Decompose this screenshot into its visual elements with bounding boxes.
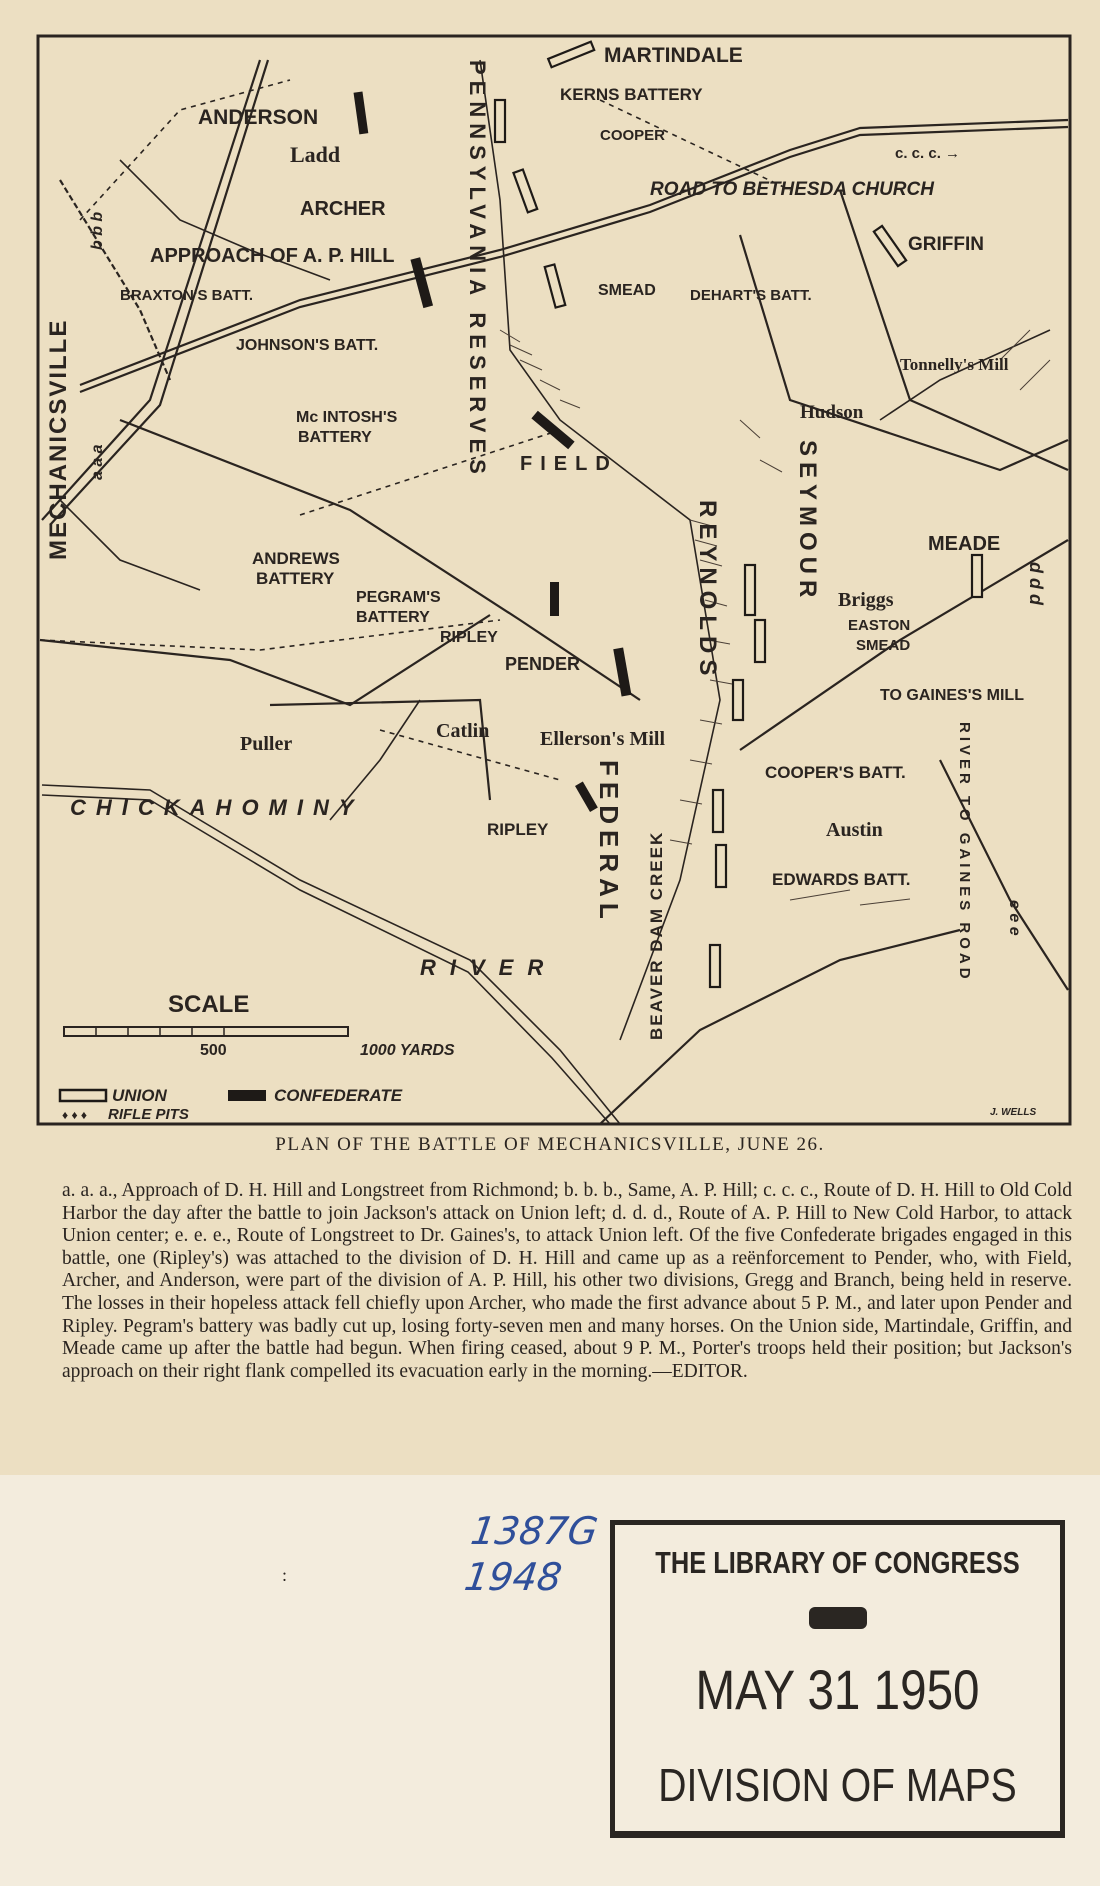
handwritten-line-2: 1948 <box>461 1555 565 1599</box>
library-stamp <box>610 1520 1065 1838</box>
union-seymour-5 <box>716 845 726 887</box>
map-title: PLAN OF THE BATTLE OF MECHANICSVILLE, JUNE 26. <box>275 1134 825 1155</box>
engraver-signature: J. WELLS <box>990 1107 1037 1118</box>
label-ripley-top: RIPLEY <box>440 629 498 646</box>
label-johnson: JOHNSON'S BATT. <box>236 337 379 354</box>
label-mcintosh-2: BATTERY <box>298 429 372 446</box>
confederate-archer <box>410 257 433 308</box>
label-reynolds: REYNOLDS <box>694 500 721 682</box>
label-griffin: GRIFFIN <box>908 234 984 255</box>
label-road-bethesda: ROAD TO BETHESDA CHURCH <box>650 179 934 200</box>
label-hudson: Hudson <box>800 402 864 423</box>
label-smead-mid: SMEAD <box>856 637 911 654</box>
label-river-to-gaines: RIVER TO GAINES ROAD <box>956 722 973 983</box>
map-labels <box>45 44 1046 1040</box>
scale-bar <box>64 991 455 1059</box>
union-seymour-1 <box>745 565 755 615</box>
legend-confederate-swatch <box>228 1090 266 1101</box>
label-meade: MEADE <box>928 533 1001 555</box>
label-mechanicsville: MECHANICSVILLE <box>45 318 72 560</box>
union-seymour-4 <box>713 790 723 832</box>
label-dehart: DEHART'S BATT. <box>690 287 812 304</box>
label-eee: e e e <box>1006 900 1023 936</box>
handwritten-line-1: 1387G <box>468 1509 601 1553</box>
label-andrews-1: ANDREWS <box>252 549 340 568</box>
label-smead: SMEAD <box>598 282 656 299</box>
stamp-date: MAY 31 1950 <box>695 1658 980 1721</box>
label-pegram-1: PEGRAM'S <box>356 589 441 606</box>
label-ladd: Ladd <box>290 142 341 167</box>
road-railroad <box>60 180 170 380</box>
road-south <box>40 615 490 705</box>
union-reynolds <box>545 264 566 307</box>
label-ccc: c. c. c. → <box>895 145 961 162</box>
label-bbb: b b b <box>89 211 106 250</box>
label-beaver-dam-creek: BEAVER DAM CREEK <box>647 830 666 1040</box>
legend-rifle-pits: RIFLE PITS <box>108 1106 189 1123</box>
pencil-mark: : <box>282 1565 288 1585</box>
union-seymour-6 <box>710 945 720 987</box>
union-seymour-2 <box>755 620 765 662</box>
label-puller: Puller <box>240 733 293 755</box>
label-braxton: BRAXTON'S BATT. <box>120 287 254 304</box>
rifle-pits-symbol: ♦ ♦ ♦ <box>62 1108 88 1122</box>
confederate-anderson <box>354 91 369 134</box>
label-pegram-2: BATTERY <box>356 609 430 626</box>
label-pender: PENDER <box>505 654 581 674</box>
handwritten-call-number <box>462 1508 601 1600</box>
union-seymour-3 <box>733 680 743 720</box>
label-mcintosh-1: Mc INTOSH'S <box>296 409 398 426</box>
scale-1000-yards: 1000 YARDS <box>360 1042 455 1059</box>
stamp-division: DIVISION OF MAPS <box>658 1759 1017 1811</box>
route-ripley <box>40 620 500 650</box>
label-approach: APPROACH OF A. P. HILL <box>150 245 395 267</box>
scale-500: 500 <box>200 1042 227 1059</box>
label-ellerson: Ellerson's Mill <box>540 728 665 750</box>
map-caption: a. a. a., Approach of D. H. Hill and Longstreet from Richmond; b. b. b., Same, A. P. Hill; c. c. c., Route of D. H. Hill to Old Cold Harbor the day after the battle to join Jackson's attack on Union left; d. d. d., Route of A. P. Hill to New Cold Harbor, to attack Union center; e. e. e., Route of Longstreet to Dr. Gaines's, to attack Union left. Of the five Confederate brigades engaged in this battle, one (Ripley's) was attached to the division of D. H. Hill and came up as a reënforcement to Pender, who, with Field, Archer, and Anderson, were part of the division of A. P. Hill, his other two divisions, Gregg and Branch, being held in reserve. The losses in their hopeless attack fell chiefly upon Archer, who made the first advance about 5 P. M., and later upon Pender and Ripley. Pegram's battery was badly cut up, losing forty-seven men and many horses. On the Union side, Martindale, Griffin, and Meade came up after the battle had begun. When firing ceased, about 9 P. M., Porter's troops held their position; but Jackson's approach on their right flank compelled its evacuation early in the morning.—EDITOR. <box>62 1180 1072 1382</box>
label-edwards: EDWARDS BATT. <box>772 870 911 889</box>
union-meade <box>972 555 982 597</box>
label-ddd: d d d <box>1026 562 1046 605</box>
label-seymour: SEYMOUR <box>794 440 821 604</box>
label-tonnelly: Tonnelly's Mill <box>900 355 1009 374</box>
label-briggs: Briggs <box>838 589 894 611</box>
label-cooper: COOPER <box>600 127 666 144</box>
stream-east <box>880 330 1050 420</box>
legend-union: UNION <box>112 1086 167 1105</box>
route-kerns <box>600 100 790 190</box>
label-martindale: MARTINDALE <box>604 44 743 67</box>
confederate-field <box>531 411 574 450</box>
label-anderson: ANDERSON <box>198 106 319 129</box>
scale-title: SCALE <box>168 991 250 1018</box>
label-cooper-batt: COOPER'S BATT. <box>765 763 906 782</box>
road-gaines <box>740 235 1068 470</box>
stream-2 <box>60 500 200 590</box>
stamp-library: THE LIBRARY OF CONGRESS <box>655 1545 1020 1580</box>
label-field: FIELD <box>520 453 618 475</box>
union-reserve-2 <box>513 169 537 212</box>
legend <box>60 1086 403 1123</box>
label-pennsylvania-reserves: PENNSYLVANIA RESERVES <box>465 60 490 480</box>
road-puller <box>270 700 490 800</box>
union-griffin <box>874 226 906 266</box>
union-martindale <box>548 42 594 68</box>
label-austin: Austin <box>826 819 883 841</box>
legend-union-swatch <box>60 1090 106 1101</box>
route-ccc <box>80 80 290 220</box>
union-reserve-1 <box>495 100 505 142</box>
label-andrews-2: BATTERY <box>256 569 335 588</box>
label-federal: FEDERAL <box>594 760 624 925</box>
label-aaa: a a a <box>89 444 106 480</box>
confederate-pender <box>613 647 631 696</box>
label-river: RIVER <box>420 955 558 980</box>
label-ripley-low: RIPLEY <box>487 820 549 839</box>
label-to-gaines-mill: TO GAINES'S MILL <box>880 687 1024 704</box>
label-chickahominy: CHICKAHOMINY <box>70 795 364 820</box>
label-easton: EASTON <box>848 617 911 634</box>
label-archer: ARCHER <box>300 198 386 220</box>
stamp-blot <box>809 1607 867 1629</box>
legend-confederate: CONFEDERATE <box>274 1086 403 1105</box>
confederate-field-2 <box>550 582 559 616</box>
label-kerns-battery: KERNS BATTERY <box>560 85 703 104</box>
label-catlin: Catlin <box>436 720 490 742</box>
